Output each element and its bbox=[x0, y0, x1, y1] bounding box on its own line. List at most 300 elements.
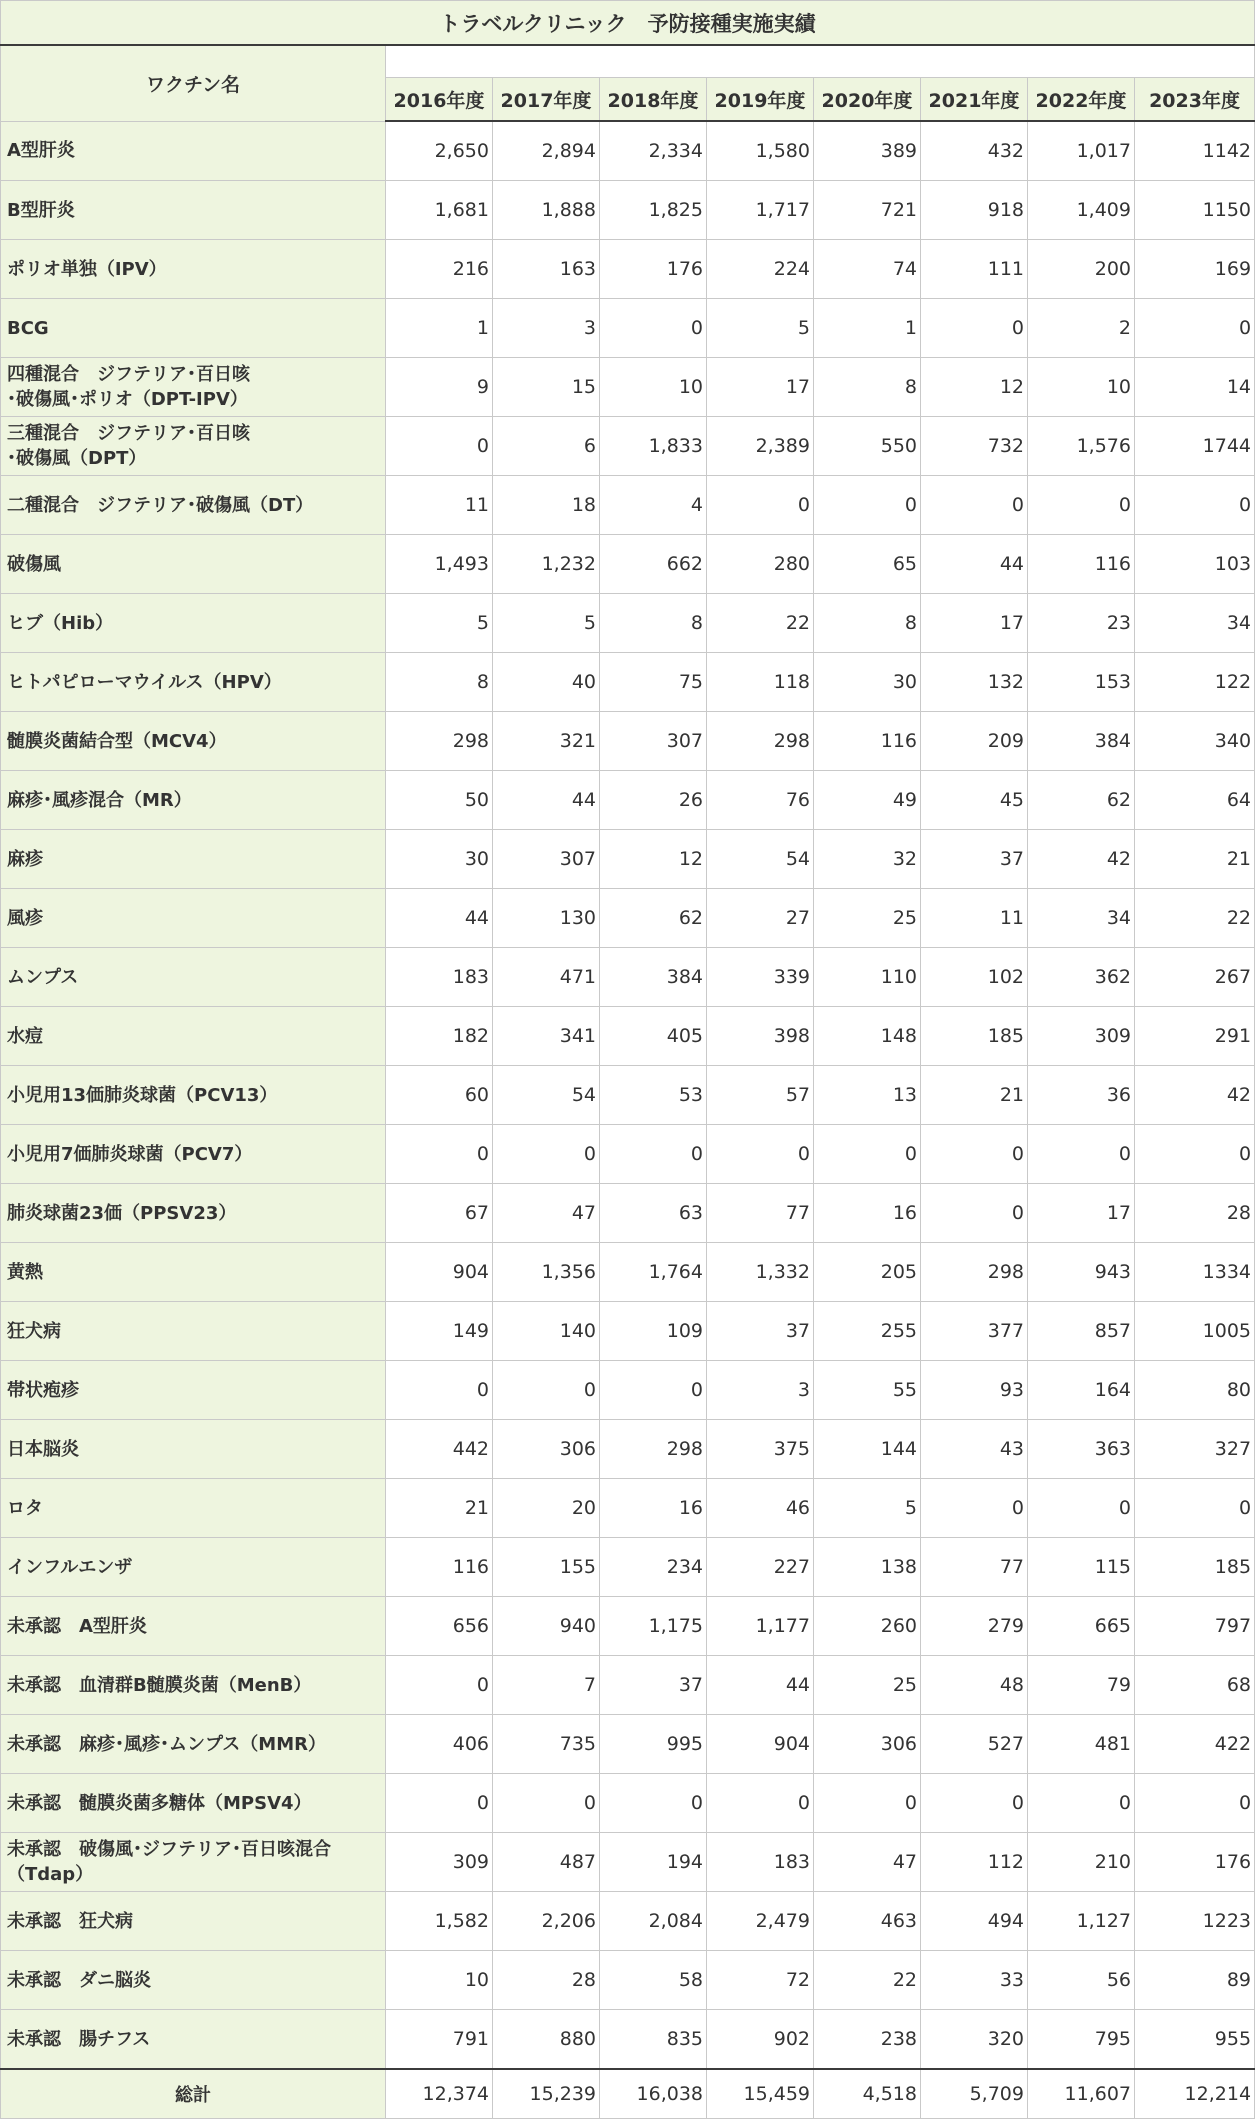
count-cell: 224 bbox=[707, 240, 814, 299]
count-cell: 0 bbox=[1028, 1479, 1135, 1538]
count-cell: 110 bbox=[814, 948, 921, 1007]
vaccine-name-line: B型肝炎 bbox=[7, 199, 75, 221]
count-cell: 22 bbox=[1135, 889, 1255, 948]
count-cell: 0 bbox=[493, 1361, 600, 1420]
count-cell: 362 bbox=[1028, 948, 1135, 1007]
count-cell: 55 bbox=[814, 1361, 921, 1420]
count-cell: 34 bbox=[1135, 594, 1255, 653]
count-cell: 64 bbox=[1135, 771, 1255, 830]
vaccine-name-line: 三種混合 ジフテリア･百日咳 bbox=[7, 423, 250, 444]
count-cell: 37 bbox=[707, 1302, 814, 1361]
count-cell: 0 bbox=[493, 1774, 600, 1833]
count-cell: 205 bbox=[814, 1243, 921, 1302]
count-cell: 33 bbox=[921, 1951, 1028, 2010]
count-cell: 463 bbox=[814, 1892, 921, 1951]
count-cell: 527 bbox=[921, 1715, 1028, 1774]
table-row bbox=[1, 1715, 1255, 1774]
count-cell: 10 bbox=[1028, 358, 1135, 417]
count-cell: 183 bbox=[707, 1833, 814, 1892]
count-cell: 384 bbox=[1028, 712, 1135, 771]
table-row bbox=[1, 653, 1255, 712]
count-cell: 32 bbox=[814, 830, 921, 889]
vaccine-name-line: 破傷風 bbox=[7, 553, 61, 575]
count-cell: 15 bbox=[493, 358, 600, 417]
table-row bbox=[1, 1302, 1255, 1361]
vaccine-name-line: インフルエンザ bbox=[7, 1556, 133, 1578]
table-row bbox=[1, 299, 1255, 358]
count-cell: 735 bbox=[493, 1715, 600, 1774]
count-cell: 132 bbox=[921, 653, 1028, 712]
count-cell: 130 bbox=[493, 889, 600, 948]
count-cell: 138 bbox=[814, 1538, 921, 1597]
year-header: 2016年度 bbox=[386, 78, 493, 122]
count-cell: 60 bbox=[386, 1066, 493, 1125]
count-cell: 0 bbox=[814, 1774, 921, 1833]
year-header: 2020年度 bbox=[814, 78, 921, 122]
count-cell: 943 bbox=[1028, 1243, 1135, 1302]
count-cell: 341 bbox=[493, 1007, 600, 1066]
vaccine-name-line: （Tdap） bbox=[7, 1864, 94, 1885]
count-cell: 662 bbox=[600, 535, 707, 594]
count-cell: 0 bbox=[707, 476, 814, 535]
count-cell: 54 bbox=[707, 830, 814, 889]
count-cell: 58 bbox=[600, 1951, 707, 2010]
count-cell: 21 bbox=[921, 1066, 1028, 1125]
count-cell: 1,888 bbox=[493, 181, 600, 240]
count-cell: 53 bbox=[600, 1066, 707, 1125]
count-cell: 267 bbox=[1135, 948, 1255, 1007]
total-cell: 12,214 bbox=[1135, 2069, 1255, 2119]
count-cell: 0 bbox=[921, 1774, 1028, 1833]
count-cell: 44 bbox=[493, 771, 600, 830]
count-cell: 309 bbox=[386, 1833, 493, 1892]
count-cell: 122 bbox=[1135, 653, 1255, 712]
count-cell: 111 bbox=[921, 240, 1028, 299]
vaccine-name bbox=[1, 1361, 386, 1420]
count-cell: 2,084 bbox=[600, 1892, 707, 1951]
count-cell: 2,389 bbox=[707, 417, 814, 476]
count-cell: 17 bbox=[1028, 1184, 1135, 1243]
count-cell: 210 bbox=[1028, 1833, 1135, 1892]
vaccine-name-line: A型肝炎 bbox=[7, 140, 75, 162]
count-cell: 0 bbox=[600, 299, 707, 358]
vaccine-name bbox=[1, 240, 386, 299]
vaccine-name-line: 小児用7価肺炎球菌（PCV7） bbox=[7, 1143, 253, 1165]
vaccine-name bbox=[1, 299, 386, 358]
vaccine-name bbox=[1, 358, 386, 417]
year-header: 2019年度 bbox=[707, 78, 814, 122]
count-cell: 11 bbox=[921, 889, 1028, 948]
count-cell: 18 bbox=[493, 476, 600, 535]
count-cell: 44 bbox=[707, 1656, 814, 1715]
count-cell: 30 bbox=[386, 830, 493, 889]
count-cell: 5 bbox=[814, 1479, 921, 1538]
count-cell: 835 bbox=[600, 2010, 707, 2070]
count-cell: 2,334 bbox=[600, 121, 707, 181]
count-cell: 27 bbox=[707, 889, 814, 948]
table-title: トラベルクリニック 予防接種実施実績 bbox=[1, 1, 1255, 46]
count-cell: 363 bbox=[1028, 1420, 1135, 1479]
count-cell: 0 bbox=[707, 1774, 814, 1833]
vaccine-name bbox=[1, 476, 386, 535]
count-cell: 17 bbox=[707, 358, 814, 417]
count-cell: 3 bbox=[707, 1361, 814, 1420]
count-cell: 75 bbox=[600, 653, 707, 712]
total-cell: 12,374 bbox=[386, 2069, 493, 2119]
count-cell: 306 bbox=[814, 1715, 921, 1774]
count-cell: 1,764 bbox=[600, 1243, 707, 1302]
count-cell: 25 bbox=[814, 1656, 921, 1715]
vaccine-name bbox=[1, 181, 386, 240]
vaccine-name bbox=[1, 535, 386, 594]
year-header: 2022年度 bbox=[1028, 78, 1135, 122]
count-cell: 238 bbox=[814, 2010, 921, 2070]
count-cell: 377 bbox=[921, 1302, 1028, 1361]
count-cell: 63 bbox=[600, 1184, 707, 1243]
table-row bbox=[1, 1774, 1255, 1833]
vaccine-name-line: BCG bbox=[7, 317, 49, 339]
count-cell: 487 bbox=[493, 1833, 600, 1892]
count-cell: 389 bbox=[814, 121, 921, 181]
count-cell: 4 bbox=[600, 476, 707, 535]
count-cell: 1,409 bbox=[1028, 181, 1135, 240]
count-cell: 0 bbox=[386, 1656, 493, 1715]
count-cell: 1,833 bbox=[600, 417, 707, 476]
vaccine-name-line: 麻疹 bbox=[7, 848, 43, 870]
table-row bbox=[1, 1656, 1255, 1715]
count-cell: 0 bbox=[1028, 1125, 1135, 1184]
vaccine-name bbox=[1, 417, 386, 476]
vaccine-name bbox=[1, 1833, 386, 1892]
count-cell: 48 bbox=[921, 1656, 1028, 1715]
table-row bbox=[1, 1538, 1255, 1597]
total-cell: 15,459 bbox=[707, 2069, 814, 2119]
count-cell: 185 bbox=[921, 1007, 1028, 1066]
count-cell: 12 bbox=[921, 358, 1028, 417]
count-cell: 112 bbox=[921, 1833, 1028, 1892]
count-cell: 1 bbox=[386, 299, 493, 358]
vaccine-name bbox=[1, 1892, 386, 1951]
count-cell: 30 bbox=[814, 653, 921, 712]
count-cell: 309 bbox=[1028, 1007, 1135, 1066]
year-header: 2018年度 bbox=[600, 78, 707, 122]
count-cell: 44 bbox=[921, 535, 1028, 594]
count-cell: 0 bbox=[814, 476, 921, 535]
count-cell: 50 bbox=[386, 771, 493, 830]
count-cell: 918 bbox=[921, 181, 1028, 240]
count-cell: 148 bbox=[814, 1007, 921, 1066]
count-cell: 10 bbox=[600, 358, 707, 417]
count-cell: 880 bbox=[493, 2010, 600, 2070]
vaccine-name bbox=[1, 1420, 386, 1479]
vaccine-name-line: ･破傷風･ポリオ（DPT-IPV） bbox=[7, 389, 248, 410]
count-cell: 995 bbox=[600, 1715, 707, 1774]
vaccine-name bbox=[1, 1715, 386, 1774]
vaccine-name-line: 小児用13価肺炎球菌（PCV13） bbox=[7, 1084, 278, 1106]
count-cell: 155 bbox=[493, 1538, 600, 1597]
count-cell: 0 bbox=[707, 1125, 814, 1184]
total-cell: 11,607 bbox=[1028, 2069, 1135, 2119]
count-cell: 1,493 bbox=[386, 535, 493, 594]
table-row bbox=[1, 1951, 1255, 2010]
count-cell: 164 bbox=[1028, 1361, 1135, 1420]
count-cell: 21 bbox=[386, 1479, 493, 1538]
count-cell: 291 bbox=[1135, 1007, 1255, 1066]
count-cell: 42 bbox=[1028, 830, 1135, 889]
count-cell: 57 bbox=[707, 1066, 814, 1125]
count-cell: 89 bbox=[1135, 1951, 1255, 2010]
count-cell: 6 bbox=[493, 417, 600, 476]
count-cell: 3 bbox=[493, 299, 600, 358]
count-cell: 46 bbox=[707, 1479, 814, 1538]
table-row bbox=[1, 1833, 1255, 1892]
count-cell: 23 bbox=[1028, 594, 1135, 653]
count-cell: 37 bbox=[921, 830, 1028, 889]
table-row bbox=[1, 2010, 1255, 2070]
count-cell: 68 bbox=[1135, 1656, 1255, 1715]
count-cell: 65 bbox=[814, 535, 921, 594]
count-cell: 0 bbox=[386, 1774, 493, 1833]
count-cell: 795 bbox=[1028, 2010, 1135, 2070]
table-row bbox=[1, 121, 1255, 181]
count-cell: 74 bbox=[814, 240, 921, 299]
count-cell: 22 bbox=[814, 1951, 921, 2010]
count-cell: 80 bbox=[1135, 1361, 1255, 1420]
vaccine-name bbox=[1, 594, 386, 653]
count-cell: 0 bbox=[1135, 1125, 1255, 1184]
table-row bbox=[1, 181, 1255, 240]
total-cell: 16,038 bbox=[600, 2069, 707, 2119]
count-cell: 17 bbox=[921, 594, 1028, 653]
vaccine-name bbox=[1, 830, 386, 889]
vaccine-name bbox=[1, 1066, 386, 1125]
count-cell: 0 bbox=[921, 1125, 1028, 1184]
vaccine-name bbox=[1, 1302, 386, 1361]
count-cell: 1,127 bbox=[1028, 1892, 1135, 1951]
count-cell: 904 bbox=[707, 1715, 814, 1774]
count-cell: 327 bbox=[1135, 1420, 1255, 1479]
count-cell: 144 bbox=[814, 1420, 921, 1479]
count-cell: 25 bbox=[814, 889, 921, 948]
header-blank-band bbox=[386, 45, 1255, 78]
count-cell: 0 bbox=[493, 1125, 600, 1184]
count-cell: 384 bbox=[600, 948, 707, 1007]
count-cell: 280 bbox=[707, 535, 814, 594]
count-cell: 1744 bbox=[1135, 417, 1255, 476]
vaccine-name bbox=[1, 1184, 386, 1243]
count-cell: 307 bbox=[600, 712, 707, 771]
count-cell: 12 bbox=[600, 830, 707, 889]
table-row bbox=[1, 1125, 1255, 1184]
vaccine-name bbox=[1, 1125, 386, 1184]
vaccine-name bbox=[1, 1656, 386, 1715]
count-cell: 405 bbox=[600, 1007, 707, 1066]
vaccine-name bbox=[1, 1774, 386, 1833]
count-cell: 183 bbox=[386, 948, 493, 1007]
table-row bbox=[1, 594, 1255, 653]
count-cell: 422 bbox=[1135, 1715, 1255, 1774]
count-cell: 11 bbox=[386, 476, 493, 535]
table-row bbox=[1, 889, 1255, 948]
count-cell: 163 bbox=[493, 240, 600, 299]
count-cell: 902 bbox=[707, 2010, 814, 2070]
count-cell: 0 bbox=[600, 1774, 707, 1833]
count-cell: 79 bbox=[1028, 1656, 1135, 1715]
vaccine-name-line: ムンプス bbox=[7, 966, 79, 988]
table-body bbox=[1, 121, 1255, 2069]
count-cell: 1,332 bbox=[707, 1243, 814, 1302]
table-row bbox=[1, 1066, 1255, 1125]
count-cell: 339 bbox=[707, 948, 814, 1007]
vaccine-name-line: 未承認 A型肝炎 bbox=[7, 1615, 147, 1637]
count-cell: 77 bbox=[707, 1184, 814, 1243]
count-cell: 432 bbox=[921, 121, 1028, 181]
vaccine-name-line: 風疹 bbox=[7, 907, 43, 929]
count-cell: 28 bbox=[493, 1951, 600, 2010]
count-cell: 1,356 bbox=[493, 1243, 600, 1302]
count-cell: 1005 bbox=[1135, 1302, 1255, 1361]
count-cell: 791 bbox=[386, 2010, 493, 2070]
table-row bbox=[1, 771, 1255, 830]
count-cell: 16 bbox=[814, 1184, 921, 1243]
count-cell: 116 bbox=[814, 712, 921, 771]
count-cell: 169 bbox=[1135, 240, 1255, 299]
count-cell: 1,681 bbox=[386, 181, 493, 240]
vaccine-name-line: ヒトパピローマウイルス（HPV） bbox=[7, 671, 282, 693]
year-header: 2023年度 bbox=[1135, 78, 1255, 122]
total-cell: 15,239 bbox=[493, 2069, 600, 2119]
vaccine-name-line: 未承認 破傷風･ジフテリア･百日咳混合 bbox=[7, 1839, 331, 1860]
vaccine-name-line: 肺炎球菌23価（PPSV23） bbox=[7, 1202, 237, 1224]
count-cell: 10 bbox=[386, 1951, 493, 2010]
count-cell: 656 bbox=[386, 1597, 493, 1656]
count-cell: 494 bbox=[921, 1892, 1028, 1951]
vaccine-name bbox=[1, 1538, 386, 1597]
count-cell: 550 bbox=[814, 417, 921, 476]
table-row bbox=[1, 712, 1255, 771]
count-cell: 14 bbox=[1135, 358, 1255, 417]
count-cell: 406 bbox=[386, 1715, 493, 1774]
count-cell: 0 bbox=[921, 476, 1028, 535]
vaccine-name-line: 四種混合 ジフテリア･百日咳 bbox=[7, 364, 250, 385]
count-cell: 1,717 bbox=[707, 181, 814, 240]
table-row bbox=[1, 417, 1255, 476]
count-cell: 28 bbox=[1135, 1184, 1255, 1243]
count-cell: 40 bbox=[493, 653, 600, 712]
count-cell: 857 bbox=[1028, 1302, 1135, 1361]
table-row bbox=[1, 476, 1255, 535]
count-cell: 8 bbox=[600, 594, 707, 653]
count-cell: 1,582 bbox=[386, 1892, 493, 1951]
count-cell: 340 bbox=[1135, 712, 1255, 771]
total-label: 総計 bbox=[1, 2069, 386, 2119]
count-cell: 227 bbox=[707, 1538, 814, 1597]
count-cell: 375 bbox=[707, 1420, 814, 1479]
count-cell: 8 bbox=[386, 653, 493, 712]
count-cell: 0 bbox=[600, 1361, 707, 1420]
count-cell: 471 bbox=[493, 948, 600, 1007]
count-cell: 9 bbox=[386, 358, 493, 417]
count-cell: 0 bbox=[1028, 476, 1135, 535]
vaccine-name-line: 未承認 狂犬病 bbox=[7, 1910, 133, 1932]
count-cell: 67 bbox=[386, 1184, 493, 1243]
vaccine-name-line: 水痘 bbox=[7, 1025, 43, 1047]
count-cell: 185 bbox=[1135, 1538, 1255, 1597]
count-cell: 904 bbox=[386, 1243, 493, 1302]
count-cell: 47 bbox=[493, 1184, 600, 1243]
count-cell: 209 bbox=[921, 712, 1028, 771]
count-cell: 72 bbox=[707, 1951, 814, 2010]
count-cell: 182 bbox=[386, 1007, 493, 1066]
vaccine-name-line: 狂犬病 bbox=[7, 1320, 61, 1342]
count-cell: 0 bbox=[1028, 1774, 1135, 1833]
vaccine-name bbox=[1, 712, 386, 771]
count-cell: 298 bbox=[707, 712, 814, 771]
table-row bbox=[1, 1479, 1255, 1538]
count-cell: 234 bbox=[600, 1538, 707, 1597]
vaccine-name bbox=[1, 1243, 386, 1302]
count-cell: 665 bbox=[1028, 1597, 1135, 1656]
count-cell: 176 bbox=[1135, 1833, 1255, 1892]
count-cell: 0 bbox=[386, 417, 493, 476]
vaccine-name bbox=[1, 889, 386, 948]
count-cell: 26 bbox=[600, 771, 707, 830]
count-cell: 1 bbox=[814, 299, 921, 358]
count-cell: 1334 bbox=[1135, 1243, 1255, 1302]
count-cell: 16 bbox=[600, 1479, 707, 1538]
table-row bbox=[1, 1184, 1255, 1243]
count-cell: 0 bbox=[1135, 299, 1255, 358]
count-cell: 45 bbox=[921, 771, 1028, 830]
count-cell: 21 bbox=[1135, 830, 1255, 889]
count-cell: 76 bbox=[707, 771, 814, 830]
table-row bbox=[1, 1007, 1255, 1066]
count-cell: 481 bbox=[1028, 1715, 1135, 1774]
count-cell: 54 bbox=[493, 1066, 600, 1125]
vaccine-name-header: ワクチン名 bbox=[1, 45, 386, 121]
year-header: 2021年度 bbox=[921, 78, 1028, 122]
vaccine-name bbox=[1, 121, 386, 181]
count-cell: 2,206 bbox=[493, 1892, 600, 1951]
count-cell: 398 bbox=[707, 1007, 814, 1066]
count-cell: 298 bbox=[921, 1243, 1028, 1302]
count-cell: 93 bbox=[921, 1361, 1028, 1420]
count-cell: 116 bbox=[1028, 535, 1135, 594]
count-cell: 732 bbox=[921, 417, 1028, 476]
total-row bbox=[1, 2069, 1255, 2119]
vaccine-name-line: ･破傷風（DPT） bbox=[7, 448, 147, 469]
count-cell: 0 bbox=[921, 1184, 1028, 1243]
count-cell: 20 bbox=[493, 1479, 600, 1538]
count-cell: 0 bbox=[1135, 1479, 1255, 1538]
table-row bbox=[1, 830, 1255, 889]
count-cell: 1,175 bbox=[600, 1597, 707, 1656]
count-cell: 298 bbox=[386, 712, 493, 771]
total-cell: 5,709 bbox=[921, 2069, 1028, 2119]
count-cell: 1,017 bbox=[1028, 121, 1135, 181]
count-cell: 140 bbox=[493, 1302, 600, 1361]
count-cell: 5 bbox=[493, 594, 600, 653]
count-cell: 56 bbox=[1028, 1951, 1135, 2010]
vaccine-name-line: ポリオ単独（IPV） bbox=[7, 258, 167, 280]
count-cell: 149 bbox=[386, 1302, 493, 1361]
table-row bbox=[1, 1420, 1255, 1479]
count-cell: 43 bbox=[921, 1420, 1028, 1479]
count-cell: 153 bbox=[1028, 653, 1135, 712]
count-cell: 5 bbox=[707, 299, 814, 358]
count-cell: 49 bbox=[814, 771, 921, 830]
count-cell: 1142 bbox=[1135, 121, 1255, 181]
